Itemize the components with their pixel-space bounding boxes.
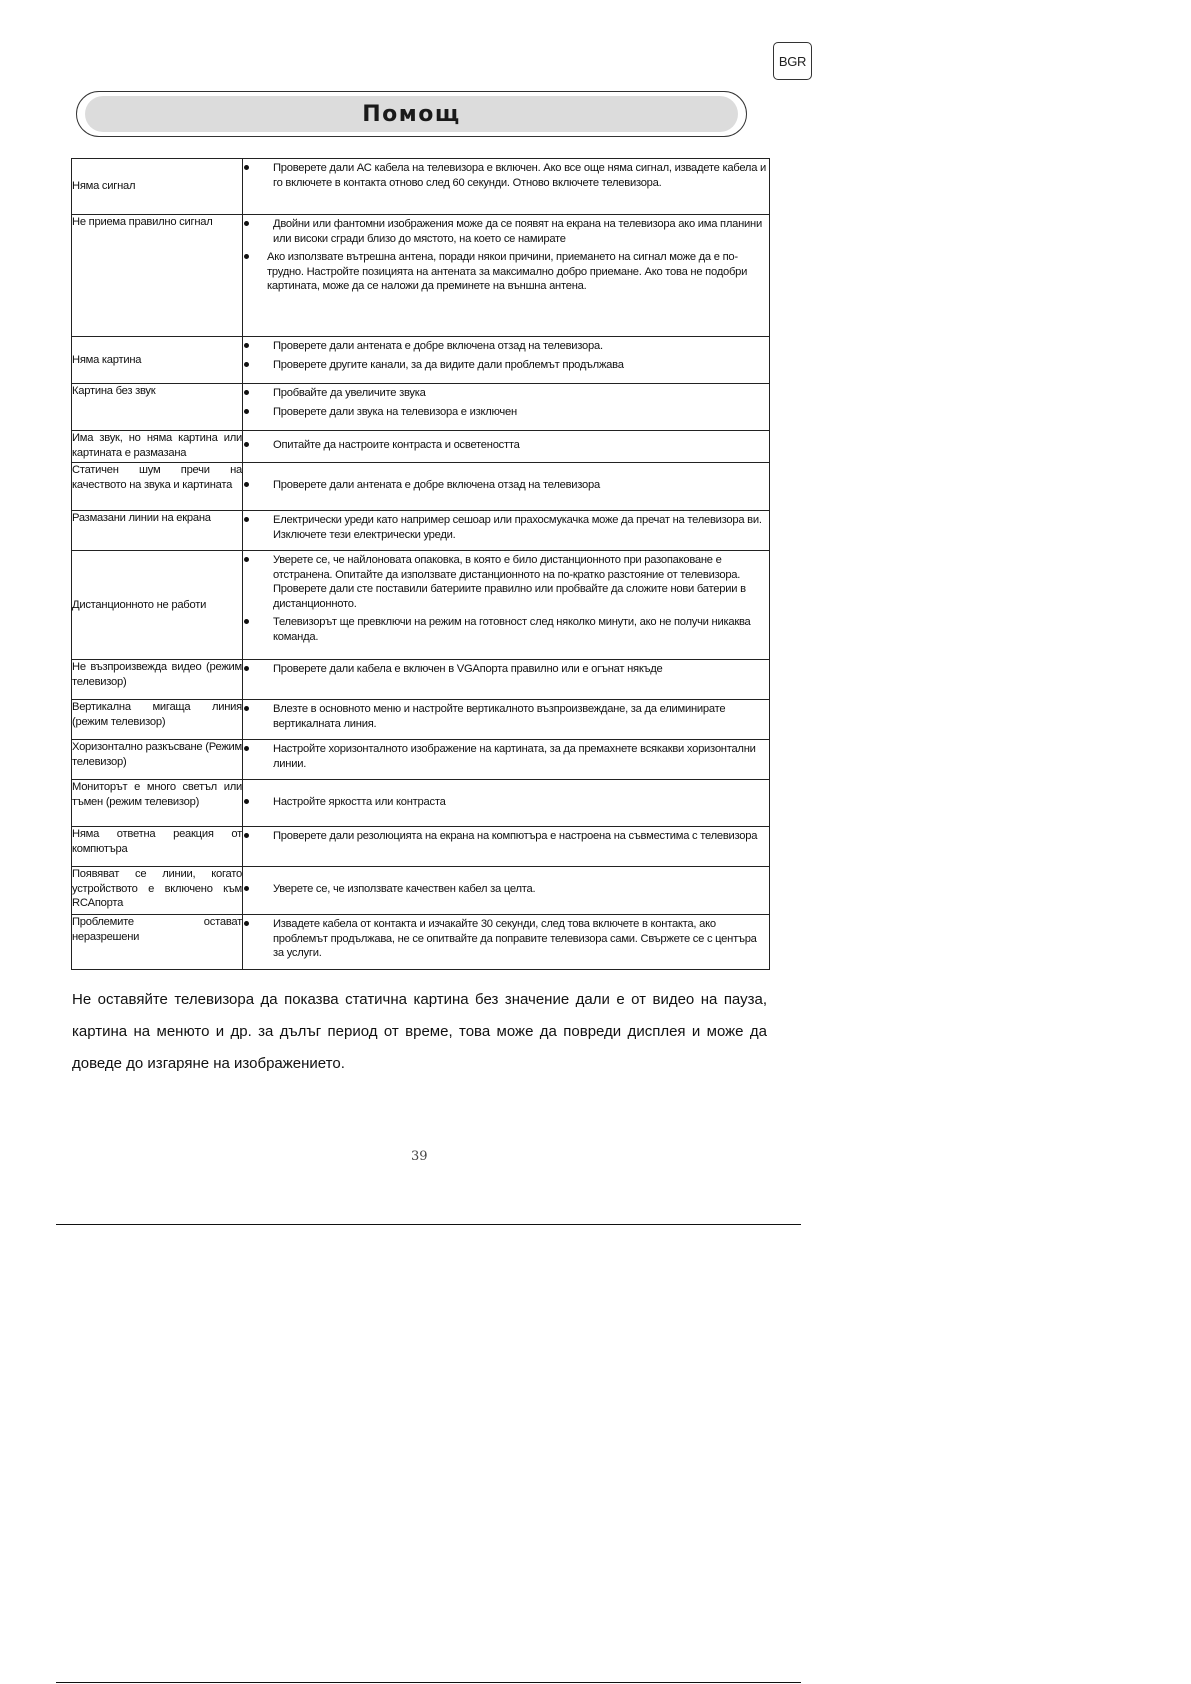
- solution-item: Настройте яркостта или контраста: [243, 795, 769, 810]
- bullet-icon: [244, 343, 249, 348]
- table-row: [72, 463, 770, 511]
- table-row: [72, 431, 770, 463]
- bullet-icon: [244, 482, 249, 487]
- troubleshooting-table: [71, 158, 770, 970]
- page-divider: [56, 1224, 801, 1225]
- solution-cell: [243, 215, 770, 337]
- symptom-cell: Вертикална мигаща линия (режим телевизор): [72, 700, 243, 740]
- solution-item: Проверете дали резолюцията на екрана на компютъра е настроена на съвместима с телевизора: [243, 829, 769, 844]
- bullet-icon: [244, 165, 249, 170]
- page-number: 39: [411, 1149, 428, 1164]
- solution-item: Проверете другите канали, за да видите дали проблемът продължава: [243, 358, 769, 373]
- solution-cell: [243, 867, 770, 915]
- symptom-cell: Статичен шум пречи на качеството на звука и картината: [72, 463, 243, 511]
- bullet-icon: [244, 619, 249, 624]
- symptom-cell: Няма сигнал: [72, 159, 243, 215]
- solution-item: Проверете дали АС кабела на телевизора е включен. Ако все още няма сигнал, извадете кабела и го включете в контакта отново след 60 секунди. Отново включете телевизора.: [243, 161, 769, 190]
- solution-cell: [243, 700, 770, 740]
- bullet-icon: [244, 557, 249, 562]
- table-row: [72, 215, 770, 337]
- solution-cell: [243, 431, 770, 463]
- solution-item: Пробвайте да увеличите звука: [243, 386, 769, 401]
- symptom-cell: Размазани линии на екрана: [72, 511, 243, 551]
- solution-item: Влезте в основното меню и настройте вертикалното възпроизвеждане, за да елиминирате вертикалната линия.: [243, 702, 769, 731]
- table-row: [72, 337, 770, 384]
- bullet-icon: [244, 921, 249, 926]
- symptom-cell: Не приема правилно сигнал: [72, 215, 243, 337]
- bullet-icon: [244, 362, 249, 367]
- symptom-cell: Не възпроизвежда видео (режим телевизор): [72, 660, 243, 700]
- solution-cell: [243, 660, 770, 700]
- page-bottom-divider: [56, 1682, 801, 1683]
- language-badge: BGR: [773, 42, 812, 80]
- symptom-cell: Мониторът е много светъл или тъмен (режим телевизор): [72, 780, 243, 827]
- solution-item: Телевизорът ще превключи на режим на готовност след няколко минути, ако не получи никаква команда.: [243, 615, 769, 644]
- table-row: [72, 384, 770, 431]
- symptom-cell: Няма ответна реакция от компютъра: [72, 827, 243, 867]
- solution-cell: [243, 384, 770, 431]
- solution-cell: [243, 915, 770, 970]
- symptom-cell: Дистанционното не работи: [72, 551, 243, 660]
- table-row: [72, 159, 770, 215]
- table-row: [72, 740, 770, 780]
- table-row: [72, 700, 770, 740]
- solution-item: Уверете се, че найлоновата опаковка, в която е било дистанционното при разопаковане е отстранена. Опитайте да използвате дистанционното на по-кратко разстояние от телевизора. Проверете дали сте поставили батериите правилно или пробвайте да сложите нови батерии в дистанционното.: [243, 553, 769, 611]
- symptom-cell: Има звук, но няма картина или картината е размазана: [72, 431, 243, 463]
- bullet-icon: [244, 409, 249, 414]
- table-row: [72, 511, 770, 551]
- bullet-icon: [244, 746, 249, 751]
- solution-item: Проверете дали звука на телевизора е изключен: [243, 405, 769, 420]
- table-row: [72, 827, 770, 867]
- solution-item: Електрически уреди като например сешоар или прахосмукачка може да пречат на телевизора ви. Изключете тези електрически уреди.: [243, 513, 769, 542]
- solution-cell: [243, 740, 770, 780]
- solution-item: Двойни или фантомни изображения може да се появят на екрана на телевизора ако има планини или високи сгради близо до мястото, на което се намирате: [243, 217, 769, 246]
- solution-item: Ако използвате вътрешна антена, поради някои причини, приемането на сигнал може да е по-трудно. Настройте позицията на антената за максимално добро приемане. Ако това не подобри картината, може да се наложи да преминете на външна антена.: [243, 250, 769, 294]
- table-row: [72, 915, 770, 970]
- page-title: Помощ: [362, 101, 461, 127]
- title-banner: [76, 91, 747, 137]
- symptom-cell: Проблемите остават неразрешени: [72, 915, 243, 970]
- table-row: [72, 780, 770, 827]
- bullet-icon: [244, 442, 249, 447]
- solution-cell: [243, 337, 770, 384]
- solution-item: Уверете се, че използвате качествен кабел за целта.: [243, 882, 769, 897]
- bullet-icon: [244, 706, 249, 711]
- solution-cell: [243, 463, 770, 511]
- bullet-icon: [244, 517, 249, 522]
- symptom-cell: Хоризонтално разкъсване (Режим телевизор): [72, 740, 243, 780]
- solution-cell: [243, 780, 770, 827]
- solution-item: Опитайте да настроите контраста и осветеността: [243, 438, 769, 453]
- static-image-warning: Не оставяйте телевизора да показва статична картина без значение дали е от видео на пауза, картина на менюто и др. за дълъг период от време, това може да повреди дисплея и може да доведе до изгаряне на изображението.: [72, 991, 767, 1072]
- solution-item: Настройте хоризонталното изображение на картината, за да премахнете всякакви хоризонтални линии.: [243, 742, 769, 771]
- bullet-icon: [244, 886, 249, 891]
- solution-cell: [243, 511, 770, 551]
- bullet-icon: [244, 833, 249, 838]
- bullet-icon: [244, 799, 249, 804]
- bullet-icon: [244, 254, 249, 259]
- solution-cell: [243, 551, 770, 660]
- title-banner-fill: [85, 96, 738, 132]
- solution-cell: [243, 159, 770, 215]
- solution-item: Проверете дали кабела е включен в VGAпорта правилно или е огънат някъде: [243, 662, 769, 677]
- solution-item: Извадете кабела от контакта и изчакайте 30 секунди, след това включете в контакта, ако проблемът продължава, не се опитвайте да поправите телевизора сами. Свържете се с центъра за услуги.: [243, 917, 769, 961]
- symptom-cell: Картина без звук: [72, 384, 243, 431]
- symptom-cell: Няма картина: [72, 337, 243, 384]
- solution-cell: [243, 827, 770, 867]
- table-row: [72, 660, 770, 700]
- solution-item: Проверете дали антената е добре включена отзад на телевизора.: [243, 339, 769, 354]
- table-row: [72, 551, 770, 660]
- bullet-icon: [244, 666, 249, 671]
- bullet-icon: [244, 390, 249, 395]
- symptom-cell: Появяват се линии, когато устройството е включено към RCAпорта: [72, 867, 243, 915]
- solution-item: Проверете дали антената е добре включена отзад на телевизора: [243, 478, 769, 493]
- table-row: [72, 867, 770, 915]
- bullet-icon: [244, 221, 249, 226]
